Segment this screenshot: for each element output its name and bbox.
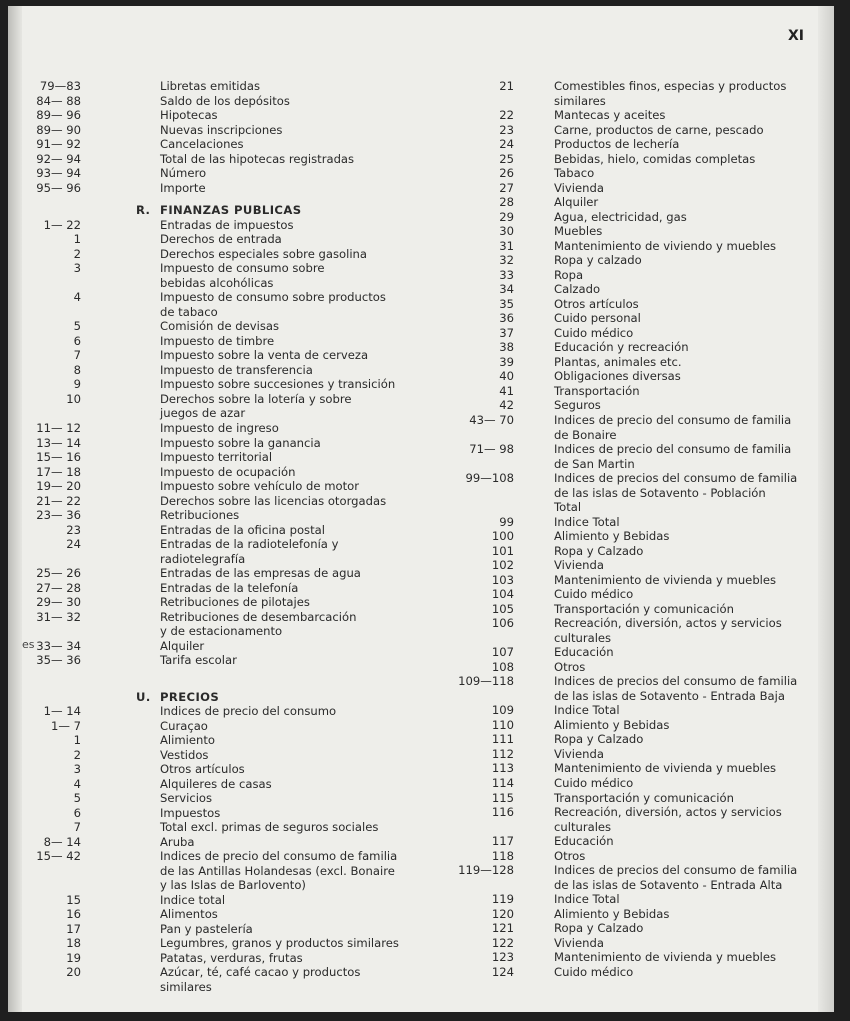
table-number: 37 (499, 325, 514, 340)
table-number: 25— 26 (36, 566, 81, 581)
entry-title: de las islas de Sotavento - Entrada Baja (554, 688, 785, 703)
table-number: 13— 14 (36, 435, 81, 450)
table-number: 32 (499, 253, 514, 268)
table-number: 15 (66, 892, 81, 907)
entry-title: Recreación, diversión, actos y servicios (554, 616, 782, 631)
entry-title: Ropa y Calzado (554, 732, 644, 747)
table-number: 115 (491, 790, 514, 805)
entry-title: Educación (554, 834, 614, 848)
table-number: 109 (491, 703, 514, 718)
right-index-row (8, 645, 834, 660)
right-index-row (8, 152, 834, 167)
entry-title: Impuesto de ocupación (160, 464, 296, 479)
table-number: 29 (499, 209, 514, 224)
table-number: 3 (73, 762, 81, 777)
entry-title: y de estacionamento (160, 624, 283, 639)
table-number: 6 (73, 805, 81, 820)
table-number: 7 (73, 348, 81, 363)
table-number: 123 (491, 950, 514, 965)
entry-title: Indices de precios del consumo de familia (554, 674, 798, 689)
entry-title: Indice total (160, 892, 226, 907)
entry-title: Cuido médico (554, 776, 634, 790)
entry-title: Educación y recreación (554, 340, 689, 355)
table-number: 6 (73, 333, 81, 348)
entry-title: Indices de precios del consumo de familia (554, 471, 798, 485)
entry-title: Alquiler (554, 195, 599, 210)
entry-title: Pan y pastelería (160, 921, 253, 936)
right-index-row (8, 442, 834, 457)
entry-title: Seguros (554, 398, 601, 413)
page-number: XI (787, 28, 804, 44)
entry-title: Muebles (554, 224, 603, 239)
right-index-row (8, 660, 834, 675)
table-number: 122 (491, 935, 514, 950)
table-number: 35— 36 (36, 653, 81, 668)
entry-title: similares (554, 93, 606, 108)
right-index-row (8, 355, 834, 370)
table-number: 110 (491, 717, 514, 732)
entry-title: Plantas, animales etc. (554, 354, 682, 369)
right-index-row (8, 457, 834, 472)
entry-title: Mantenimiento de vivienda y muebles (554, 950, 777, 965)
entry-title: Aruba (160, 834, 195, 849)
table-number: 109—118 (458, 674, 514, 689)
table-number: 1 (73, 232, 81, 247)
entry-title: Mantecas y aceites (554, 108, 666, 122)
entry-title: similares (160, 980, 212, 994)
table-number: 35 (499, 296, 514, 311)
table-number: 39 (499, 354, 514, 369)
table-number: 30 (499, 224, 514, 239)
right-index-row (8, 921, 834, 936)
table-number: 15— 42 (36, 849, 81, 864)
entry-title: Total excl. primas de seguros sociales (160, 820, 379, 835)
entry-title: Transportación y comunicación (554, 790, 734, 805)
entry-title: de las Antillas Holandesas (excl. Bonaire (160, 863, 395, 878)
right-index-row (8, 631, 834, 646)
table-number: 99—108 (465, 471, 514, 485)
table-number: 38 (499, 340, 514, 355)
table-number: 7 (73, 820, 81, 835)
entry-title: Impuestos (160, 805, 221, 820)
entry-title: de tabaco (160, 304, 218, 319)
table-number: 91— 92 (36, 137, 81, 152)
entry-title: Derechos especiales sobre gasolina (160, 246, 368, 261)
right-index-row (8, 544, 834, 559)
table-number: 8 (73, 362, 81, 377)
entry-title: Indices de precio del consumo de familia (554, 413, 792, 427)
entry-title: Cancelaciones (160, 137, 244, 152)
right-index-row (8, 529, 834, 544)
entry-title: Alimiento y Bebidas (554, 906, 670, 921)
table-number: 100 (491, 529, 514, 544)
right-index-row (8, 282, 834, 297)
entry-title: Otros artículos (160, 762, 245, 777)
right-index-row (8, 123, 834, 138)
table-number: 8— 14 (43, 834, 81, 849)
entry-title: Cuido personal (554, 311, 641, 326)
entry-title: Obligaciones diversas (554, 369, 681, 384)
right-index-row (8, 195, 834, 210)
table-number: 2 (73, 246, 81, 261)
entry-title: Alimiento (160, 733, 216, 748)
table-number: 1— 7 (50, 718, 81, 733)
entry-title: Alimentos (160, 907, 218, 922)
entry-title: Impuesto de timbre (160, 333, 275, 348)
entry-title: de las islas de Sotavento - Población (554, 485, 766, 500)
right-index-row (8, 326, 834, 341)
table-number: 1— 22 (43, 217, 81, 232)
table-number: 33— 34 (36, 638, 81, 653)
entry-title: Alimiento y Bebidas (554, 717, 670, 732)
entry-title: Hipotecas (160, 108, 218, 122)
entry-title: Indice Total (554, 892, 620, 907)
entry-title: juegos de azar (160, 406, 246, 421)
right-index-row (8, 587, 834, 602)
table-number: 23 (499, 122, 514, 137)
entry-title: Libretas emitidas (160, 79, 260, 93)
table-number: 120 (491, 906, 514, 921)
entry-title: Tabaco (554, 166, 595, 181)
right-index-row (8, 878, 834, 893)
right-index-row (8, 500, 834, 515)
entry-title: Impuesto de consumo sobre productos (160, 290, 386, 305)
entry-title: Agua, electricidad, gas (554, 209, 687, 224)
right-index-row (8, 210, 834, 225)
entry-title: Entradas de la oficina postal (160, 522, 325, 537)
right-index-row (8, 849, 834, 864)
section-heading: FINANZAS PUBLICAS (160, 203, 302, 218)
right-index-row (8, 602, 834, 617)
table-number: 102 (491, 558, 514, 573)
table-number: 106 (491, 616, 514, 631)
entry-title: Ropa (554, 267, 584, 282)
table-number: 26 (499, 166, 514, 181)
entry-title: Indices de precios del consumo de familia (554, 863, 798, 878)
table-number: 93— 94 (36, 166, 81, 181)
right-index-row (8, 747, 834, 762)
entry-title: Tarifa escolar (160, 653, 237, 668)
entry-title: Comisión de devisas (160, 319, 280, 334)
entry-title: Total de las hipotecas registradas (160, 151, 355, 166)
table-number: 43— 70 (469, 413, 514, 427)
right-index-row (8, 94, 834, 109)
table-number: 107 (491, 645, 514, 660)
right-index-row (8, 616, 834, 631)
table-number: 112 (491, 746, 514, 761)
right-index-row (8, 805, 834, 820)
right-index-row (8, 137, 834, 152)
table-number: 5 (73, 791, 81, 806)
right-index-row (8, 108, 834, 123)
entry-title: Transportación y comunicación (554, 601, 734, 616)
entry-title: Entradas de la radiotelefonía y (160, 537, 339, 552)
table-number: 24 (499, 137, 514, 152)
table-number: 34 (499, 282, 514, 297)
table-number: 103 (491, 572, 514, 587)
entry-title: Impuesto sobre vehículo de motor (160, 479, 359, 493)
entry-title: Legumbres, granos y productos similares (160, 936, 399, 951)
entry-title: Mantenimiento de vivienda y muebles (554, 761, 777, 776)
entry-title: Alquileres de casas (160, 776, 272, 791)
table-number: 79—83 (39, 79, 81, 93)
right-index-row (8, 428, 834, 443)
table-number: 33 (499, 267, 514, 282)
section-heading: PRECIOS (160, 689, 220, 704)
table-number: 31— 32 (36, 609, 81, 624)
table-number: 99 (499, 514, 514, 529)
right-index-row (8, 863, 834, 878)
right-index-row (8, 268, 834, 283)
right-index-row (8, 573, 834, 588)
table-number: 5 (73, 319, 81, 334)
table-number: 41 (499, 383, 514, 398)
right-index-row (8, 224, 834, 239)
section-letter: R. (136, 203, 151, 218)
table-number: 1— 14 (43, 704, 81, 719)
table-number: 36 (499, 311, 514, 326)
table-number: 104 (491, 587, 514, 602)
entry-title: Nuevas inscripciones (160, 122, 283, 137)
table-number: 119 (491, 892, 514, 907)
table-number: 2 (73, 747, 81, 762)
entry-title: Azúcar, té, café cacao y productos (160, 965, 361, 980)
table-number: 40 (499, 369, 514, 384)
entry-title: Entradas de las empresas de agua (160, 566, 361, 581)
right-index-row (8, 297, 834, 312)
table-number: 105 (491, 601, 514, 616)
table-number: 28 (499, 195, 514, 210)
table-number: 20 (66, 965, 81, 980)
entry-title: Otros (554, 848, 586, 863)
entry-title: Educación (554, 645, 614, 660)
right-index-row (8, 689, 834, 704)
entry-title: Impuesto de ingreso (160, 420, 279, 435)
table-number: 19 (66, 950, 81, 965)
table-number: 42 (499, 398, 514, 413)
entry-title: Vivienda (554, 558, 604, 573)
table-number: 22 (499, 108, 514, 122)
entry-title: Impuesto sobre la ganancia (160, 435, 321, 450)
right-index-row (8, 558, 834, 573)
right-index-row (8, 703, 834, 718)
entry-title: Impuesto sobre succesiones y transición (160, 377, 396, 392)
entry-title: Retribuciones de desembarcación (160, 609, 357, 624)
margin-bleed-text: es (22, 638, 35, 651)
entry-title: Vivienda (554, 935, 604, 950)
right-index-row (8, 761, 834, 776)
entry-title: Impuesto territorial (160, 450, 273, 464)
entry-title: Vivienda (554, 746, 604, 761)
table-number: 4 (73, 776, 81, 791)
right-index-row (8, 239, 834, 254)
right-index-row (8, 950, 834, 965)
entry-title: Derechos de entrada (160, 232, 282, 247)
table-number: 25 (499, 151, 514, 166)
entry-title: Total (554, 500, 582, 515)
table-number: 15— 16 (36, 450, 81, 464)
right-index-row (8, 892, 834, 907)
entry-title: Productos de lechería (554, 137, 680, 152)
right-index-row (8, 907, 834, 922)
table-number: 21— 22 (36, 493, 81, 508)
entry-title: Calzado (554, 282, 601, 297)
entry-title: Impuesto de transferencia (160, 362, 313, 377)
entry-title: radiotelegrafía (160, 551, 246, 566)
right-index-row (8, 79, 834, 94)
table-number: 3 (73, 261, 81, 276)
table-number: 121 (491, 921, 514, 936)
table-number: 101 (491, 543, 514, 558)
table-number: 21 (499, 79, 514, 93)
right-index-row (8, 486, 834, 501)
entry-title: Saldo de los depósitos (160, 93, 290, 108)
entry-title: Número (160, 166, 207, 181)
right-index-row (8, 398, 834, 413)
table-number: 29— 30 (36, 595, 81, 610)
table-number: 113 (491, 761, 514, 776)
entry-title: Ropa y calzado (554, 253, 642, 268)
table-number: 89— 90 (36, 122, 81, 137)
entry-title: Cuido médico (554, 587, 634, 602)
entry-title: Cuido médico (554, 325, 634, 340)
section-letter: U. (136, 689, 151, 704)
entry-title: Indices de precio del consumo de familia (554, 442, 792, 456)
index-columns (8, 6, 834, 1012)
table-number: 17— 18 (36, 464, 81, 479)
entry-title: Impuesto de consumo sobre (160, 261, 325, 276)
table-number: 27 (499, 180, 514, 195)
left-index-row (8, 980, 834, 995)
entry-title: Comestibles finos, especias y productos (554, 79, 787, 93)
entry-title: Ropa y Calzado (554, 543, 644, 558)
table-number: 16 (66, 907, 81, 922)
right-index-row (8, 820, 834, 835)
right-index-row (8, 718, 834, 733)
entry-title: Derechos sobre la lotería y sobre (160, 391, 352, 406)
table-number: 117 (491, 834, 514, 848)
right-index-row (8, 732, 834, 747)
table-number: 17 (66, 921, 81, 936)
table-number: 118 (491, 848, 514, 863)
entry-title: Vestidos (160, 747, 209, 762)
entry-title: culturales (554, 819, 612, 834)
entry-title: de Bonaire (554, 427, 617, 442)
document-page (8, 6, 834, 1012)
table-number: 89— 96 (36, 108, 81, 122)
entry-title: Mantenimiento de viviendo y muebles (554, 238, 777, 253)
table-number: 116 (491, 805, 514, 819)
table-number: 95— 96 (36, 180, 81, 195)
table-number: 24 (66, 537, 81, 552)
table-number: 18 (66, 936, 81, 951)
entry-title: Alimiento y Bebidas (554, 529, 670, 544)
right-index-row (8, 674, 834, 689)
entry-title: Otros (554, 659, 586, 674)
entry-title: Impuesto sobre la venta de cerveza (160, 348, 369, 363)
entry-title: Bebidas, hielo, comidas completas (554, 151, 756, 166)
table-number: 4 (73, 290, 81, 305)
right-index-row (8, 936, 834, 951)
table-number: 19— 20 (36, 479, 81, 493)
entry-title: de San Martin (554, 456, 635, 471)
entry-title: Indices de precio del consumo de familia (160, 849, 398, 864)
entry-title: Ropa y Calzado (554, 921, 644, 936)
right-index-row (8, 384, 834, 399)
entry-title: Curaçao (160, 718, 208, 733)
entry-title: y las Islas de Barlovento) (160, 878, 306, 893)
entry-title: bebidas alcohólicas (160, 275, 274, 290)
entry-title: Otros artículos (554, 296, 639, 311)
table-number: 71— 98 (469, 442, 514, 456)
right-index-row (8, 515, 834, 530)
table-number: 84— 88 (36, 93, 81, 108)
table-number: 11— 12 (36, 420, 81, 435)
table-number: 114 (491, 776, 514, 790)
table-number: 23 (66, 522, 81, 537)
entry-title: Importe (160, 180, 206, 195)
right-index-row (8, 413, 834, 428)
table-number: 124 (491, 964, 514, 979)
entry-title: Mantenimiento de vivienda y muebles (554, 572, 777, 587)
right-index-row (8, 181, 834, 196)
right-index-row (8, 471, 834, 486)
table-number: 23— 36 (36, 508, 81, 523)
entry-title: Patatas, verduras, frutas (160, 950, 303, 965)
table-number: 92— 94 (36, 151, 81, 166)
entry-title: Derechos sobre las licencias otorgadas (160, 493, 387, 508)
entry-title: Cuido médico (554, 964, 634, 979)
entry-title: culturales (554, 630, 612, 645)
table-number: 9 (73, 377, 81, 392)
entry-title: Retribuciones de pilotajes (160, 595, 310, 610)
entry-title: Servicios (160, 791, 213, 806)
entry-title: Indices de precio del consumo (160, 704, 337, 719)
entry-title: de las islas de Sotavento - Entrada Alta (554, 877, 783, 892)
table-number: 27— 28 (36, 580, 81, 595)
right-index-row (8, 369, 834, 384)
right-index-row (8, 834, 834, 849)
entry-title: Retribuciones (160, 508, 240, 523)
right-index-row (8, 166, 834, 181)
entry-title: Entradas de la telefonía (160, 580, 299, 595)
entry-title: Transportación (554, 383, 640, 398)
table-number: 1 (73, 733, 81, 748)
right-index-row (8, 791, 834, 806)
table-number: 119—128 (458, 863, 514, 878)
entry-title: Vivienda (554, 180, 604, 195)
entry-title: Alquiler (160, 638, 205, 653)
right-index-row (8, 340, 834, 355)
right-index-row (8, 311, 834, 326)
entry-title: Carne, productos de carne, pescado (554, 122, 764, 137)
table-number: 111 (491, 732, 514, 747)
entry-title: Indice Total (554, 514, 620, 529)
entry-title: Indice Total (554, 703, 620, 718)
entry-title: Entradas de impuestos (160, 217, 294, 232)
right-index-row (8, 253, 834, 268)
right-index-row (8, 965, 834, 980)
right-index-row (8, 776, 834, 791)
entry-title: Recreación, diversión, actos y servicios (554, 805, 782, 819)
table-number: 31 (499, 238, 514, 253)
table-number: 10 (66, 391, 81, 406)
table-number: 108 (491, 659, 514, 674)
